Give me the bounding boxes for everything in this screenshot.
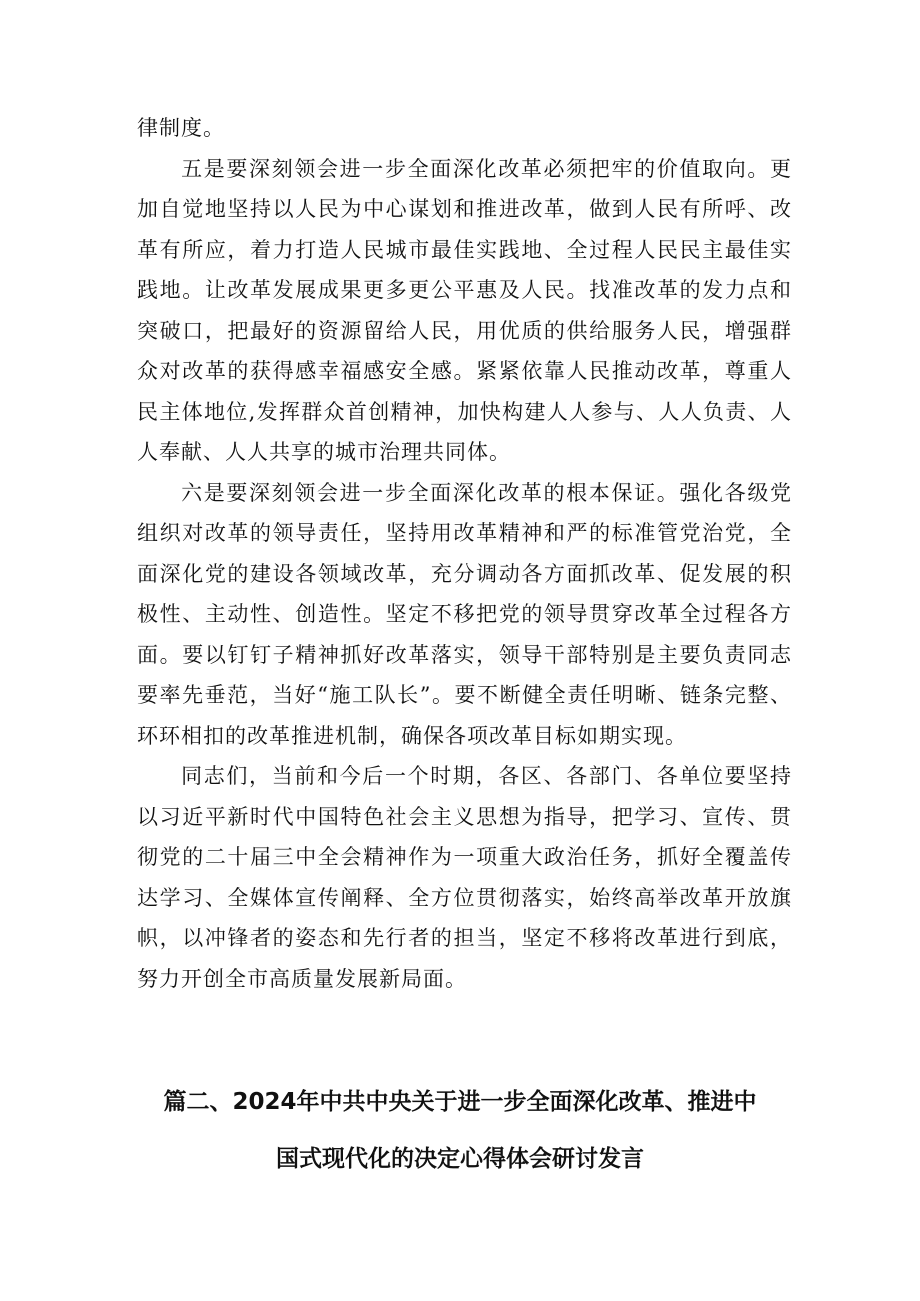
body-text [137, 108, 792, 999]
paragraph-value-orientation: 五是要深刻领会进一步全面深化改革必须把牢的价值取向。更加自觉地坚持以人民为中心谋划和推进改革，做到人民有所呼、改革有所应，着力打造人民城市最佳实践地、全过程人民民主最佳实践地。让改革发展成果更多更公平惠及人民。找准改革的发力点和突破口，把最好的资源留给人民，用优质的供给服务人民，增强群众对改革的获得感幸福感安全感。紧紧依靠人民推动改革，尊重人民主体地位,发挥群众首创精神，加快构建人人参与、人人负责、人人奉献、人人共享的城市治理共同体。 [137, 156, 792, 464]
paragraph-fundamental-guarantee: 六是要深刻领会进一步全面深化改革的根本保证。强化各级党组织对改革的领导责任，坚持用改革精神和严的标准管党治党，全面深化党的建设各领域改革，充分调动各方面抓改革、促发展的积极性、主动性、创造性。坚定不移把党的领导贯穿改革全过程各方面。要以钉钉子精神抓好改革落实，领导干部特别是主要负责同志要率先垂范，当好“施工队长”。要不断健全责任明晰、链条完整、环环相扣的改革推进机制，确保各项改革目标如期实现。 [137, 480, 792, 748]
paragraph-conclusion: 同志们，当前和今后一个时期，各区、各部门、各单位要坚持以习近平新时代中国特色社会主义思想为指导，把学习、宣传、贯彻党的二十届三中全会精神作为一项重大政治任务，抓好全覆盖传达学习、全媒体宣传阐释、全方位贯彻落实，始终高举改革开放旗帜，以冲锋者的姿态和先行者的担当，坚定不移将改革进行到底，努力开创全市高质量发展新局面。 [137, 764, 792, 991]
section-title-line-1: 篇二、2024年中共中央关于进一步全面深化改革、推进中 [163, 1089, 757, 1115]
section-title-line-2: 国式现代化的决定心得体会研讨发言 [276, 1146, 644, 1172]
paragraph-continuation: 律制度。 [137, 116, 225, 140]
